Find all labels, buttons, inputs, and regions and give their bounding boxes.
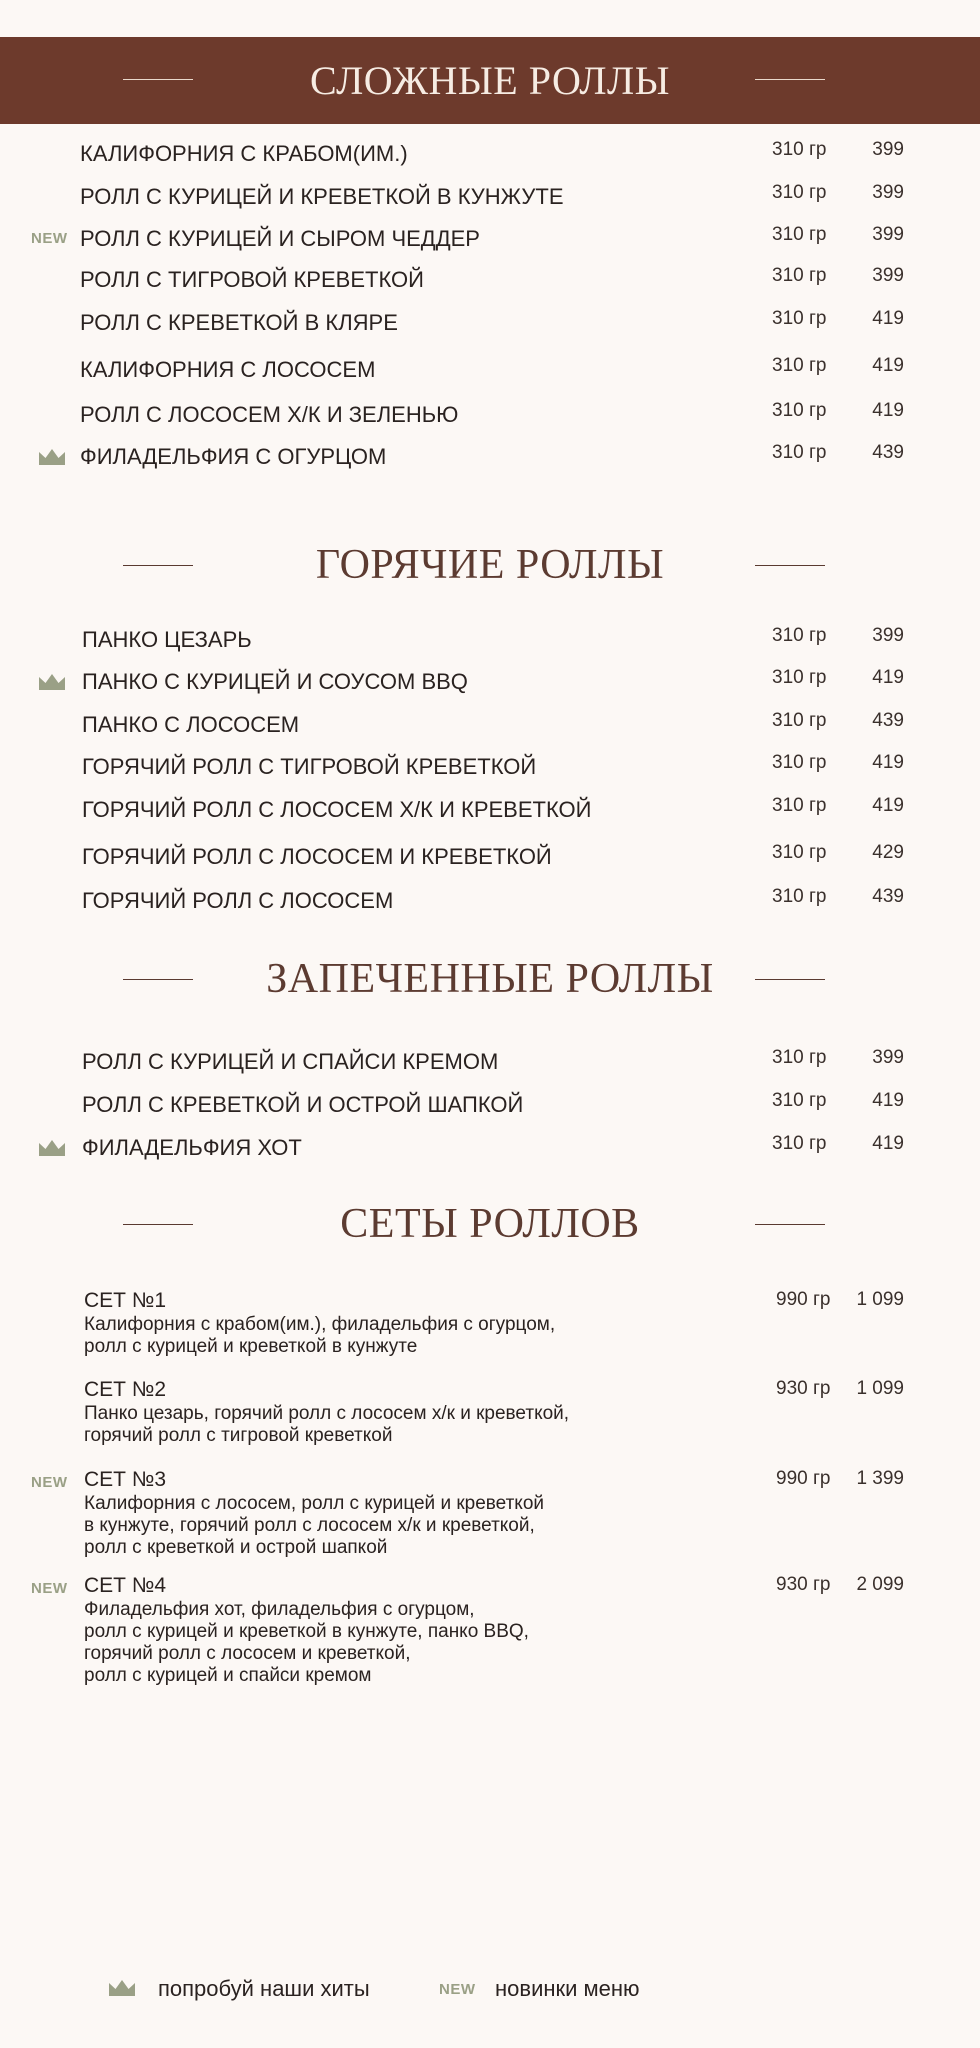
item-weight: 310 гр: [772, 842, 827, 863]
item-price: 399: [872, 265, 904, 286]
item-name: ФИЛАДЕЛЬФИЯ ХОТ: [82, 1135, 302, 1160]
item-price: 419: [872, 400, 904, 421]
set-name: СЕТ №1: [84, 1289, 167, 1312]
item-weight: 310 гр: [772, 752, 827, 773]
divider-line: [755, 1224, 825, 1225]
menu-item-row: [0, 708, 980, 740]
item-name: ГОРЯЧИЙ РОЛЛ С ТИГРОВОЙ КРЕВЕТКОЙ: [82, 754, 537, 779]
divider-line: [123, 79, 193, 80]
item-price: 439: [872, 886, 904, 907]
item-name: РОЛЛ С ЛОСОСЕМ Х/К И ЗЕЛЕНЬЮ: [80, 402, 459, 427]
new-badge: NEW: [31, 1474, 68, 1491]
set-weight: 930 гр: [776, 1574, 831, 1595]
item-price: 399: [872, 1047, 904, 1068]
set-description-line: Панко цезарь, горячий ролл с лососем х/к и креветкой,: [84, 1403, 570, 1424]
set-price: 1 399: [856, 1468, 904, 1489]
set-description-line: горячий ролл с лососем и креветкой,: [84, 1643, 411, 1664]
divider-line: [755, 79, 825, 80]
set-weight: 990 гр: [776, 1468, 831, 1489]
set-description-line: ролл с курицей и спайси кремом: [84, 1665, 372, 1686]
set-price: 2 099: [856, 1574, 904, 1595]
set-description-line: ролл с курицей и креветкой в кунжуте, панко BBQ,: [84, 1621, 529, 1642]
item-price: 419: [872, 355, 904, 376]
set-weight: 990 гр: [776, 1289, 831, 1310]
item-price: 429: [872, 842, 904, 863]
legend-hits-text: попробуй наши хиты: [158, 1976, 370, 2001]
set-weight: 930 гр: [776, 1378, 831, 1399]
set-description: [84, 1599, 684, 1687]
set-name: СЕТ №3: [84, 1468, 167, 1491]
item-weight: 310 гр: [772, 625, 827, 646]
divider-line: [123, 979, 193, 980]
crown-icon: [38, 448, 66, 466]
new-badge: NEW: [31, 1580, 68, 1597]
item-name: РОЛЛ С КУРИЦЕЙ И КРЕВЕТКОЙ В КУНЖУТЕ: [80, 184, 564, 209]
menu-item-row: [0, 884, 980, 916]
menu-item-row: [0, 623, 980, 655]
section-heading-hot-rolls: [0, 540, 980, 590]
item-weight: 310 гр: [772, 667, 827, 688]
menu-item-row: [0, 750, 980, 782]
menu-item-row: [0, 1045, 980, 1077]
item-name: РОЛЛ С КРЕВЕТКОЙ В КЛЯРЕ: [80, 310, 398, 335]
new-badge: NEW: [439, 1981, 476, 1998]
set-description-line: в кунжуте, горячий ролл с лососем х/к и креветкой,: [84, 1515, 535, 1536]
item-name: ПАНКО С ЛОСОСЕМ: [82, 712, 300, 737]
section-title: ГОРЯЧИЕ РОЛЛЫ: [315, 542, 665, 588]
item-name: РОЛЛ С КРЕВЕТКОЙ И ОСТРОЙ ШАПКОЙ: [82, 1092, 524, 1117]
menu-item-row: [0, 306, 980, 338]
new-badge: NEW: [31, 230, 68, 247]
item-name: КАЛИФОРНИЯ С ЛОСОСЕМ: [80, 357, 376, 382]
menu-item-row: [0, 1131, 980, 1163]
menu-item-row: [0, 665, 980, 697]
crown-icon: [108, 1979, 136, 1997]
item-name: ГОРЯЧИЙ РОЛЛ С ЛОСОСЕМ Х/К И КРЕВЕТКОЙ: [82, 797, 592, 822]
divider-line: [755, 979, 825, 980]
set-name: СЕТ №2: [84, 1378, 167, 1401]
divider-line: [755, 565, 825, 566]
menu-item-row: [0, 222, 980, 254]
section-banner-complex-rolls: [0, 37, 980, 124]
legend: [0, 1972, 980, 2004]
menu-item-row: [0, 793, 980, 825]
set-description-line: ролл с курицей и креветкой в кунжуте: [84, 1336, 418, 1357]
item-weight: 310 гр: [772, 795, 827, 816]
set-description-line: Калифорния с лососем, ролл с курицей и креветкой: [84, 1493, 545, 1514]
item-weight: 310 гр: [772, 139, 827, 160]
item-name: РОЛЛ С КУРИЦЕЙ И СПАЙСИ КРЕМОМ: [82, 1049, 499, 1074]
set-description: [84, 1403, 684, 1447]
item-price: 419: [872, 752, 904, 773]
set-description-line: Калифорния с крабом(им.), филадельфия с огурцом,: [84, 1314, 556, 1335]
set-description-line: горячий ролл с тигровой креветкой: [84, 1425, 393, 1446]
item-price: 399: [872, 625, 904, 646]
set-name: СЕТ №4: [84, 1574, 167, 1597]
item-price: 439: [872, 442, 904, 463]
item-price: 419: [872, 308, 904, 329]
item-price: 419: [872, 795, 904, 816]
legend-new-text: новинки меню: [495, 1976, 640, 2001]
item-weight: 310 гр: [772, 886, 827, 907]
menu-item-row: [0, 180, 980, 212]
crown-icon: [38, 673, 66, 691]
menu-item-row: [0, 440, 980, 472]
item-name: ГОРЯЧИЙ РОЛЛ С ЛОСОСЕМ: [82, 888, 394, 913]
item-price: 419: [872, 1133, 904, 1154]
item-name: КАЛИФОРНИЯ С КРАБОМ(ИМ.): [80, 141, 408, 166]
divider-line: [123, 1224, 193, 1225]
menu-item-row: [0, 263, 980, 295]
item-price: 399: [872, 139, 904, 160]
item-price: 419: [872, 1090, 904, 1111]
item-weight: 310 гр: [772, 224, 827, 245]
section-title: ЗАПЕЧЕННЫЕ РОЛЛЫ: [266, 956, 714, 1002]
item-weight: 310 гр: [772, 1090, 827, 1111]
section-title: СЕТЫ РОЛЛОВ: [340, 1201, 640, 1247]
item-weight: 310 гр: [772, 265, 827, 286]
item-price: 399: [872, 182, 904, 203]
item-name: РОЛЛ С КУРИЦЕЙ И СЫРОМ ЧЕДДЕР: [80, 226, 480, 251]
set-description-line: ролл с креветкой и острой шапкой: [84, 1537, 388, 1558]
set-description-line: Филадельфия хот, филадельфия с огурцом,: [84, 1599, 475, 1620]
item-weight: 310 гр: [772, 1133, 827, 1154]
item-weight: 310 гр: [772, 1047, 827, 1068]
menu-item-row: [0, 1088, 980, 1120]
menu-item-row: [0, 137, 980, 169]
section-title: СЛОЖНЫЕ РОЛЛЫ: [309, 58, 670, 103]
item-weight: 310 гр: [772, 710, 827, 731]
set-price: 1 099: [856, 1378, 904, 1399]
item-price: 439: [872, 710, 904, 731]
item-name: РОЛЛ С ТИГРОВОЙ КРЕВЕТКОЙ: [80, 267, 424, 292]
item-weight: 310 гр: [772, 400, 827, 421]
set-description: [84, 1493, 684, 1559]
item-price: 419: [872, 667, 904, 688]
menu-item-row: [0, 840, 980, 872]
section-heading-roll-sets: [0, 1199, 980, 1249]
menu-item-row: [0, 353, 980, 385]
crown-icon: [38, 1139, 66, 1157]
item-weight: 310 гр: [772, 442, 827, 463]
item-name: ГОРЯЧИЙ РОЛЛ С ЛОСОСЕМ И КРЕВЕТКОЙ: [82, 844, 552, 869]
item-name: ПАНКО ЦЕЗАРЬ: [82, 627, 252, 652]
item-name: ФИЛАДЕЛЬФИЯ С ОГУРЦОМ: [80, 444, 387, 469]
set-price: 1 099: [856, 1289, 904, 1310]
item-weight: 310 гр: [772, 355, 827, 376]
item-name: ПАНКО С КУРИЦЕЙ И СОУСОМ BBQ: [82, 669, 468, 694]
menu-item-row: [0, 398, 980, 430]
divider-line: [123, 565, 193, 566]
item-weight: 310 гр: [772, 182, 827, 203]
section-heading-baked-rolls: [0, 954, 980, 1004]
item-weight: 310 гр: [772, 308, 827, 329]
set-description: [84, 1314, 684, 1358]
item-price: 399: [872, 224, 904, 245]
